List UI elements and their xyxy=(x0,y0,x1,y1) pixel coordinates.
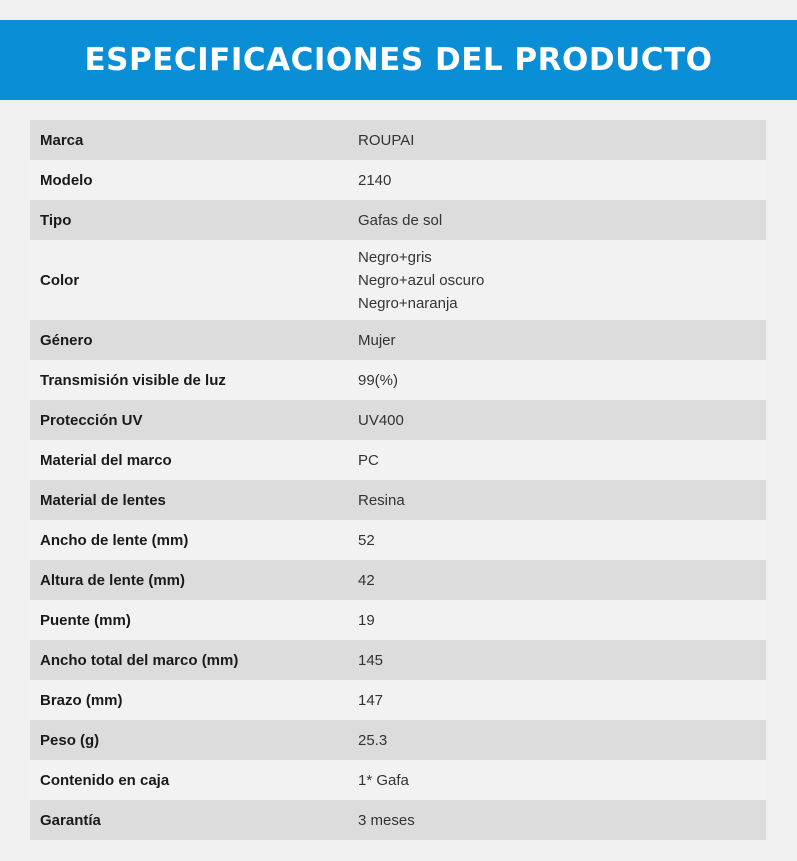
spec-value: ROUPAI xyxy=(358,131,415,149)
spec-row-puente xyxy=(30,600,766,640)
spec-row-transmision xyxy=(30,360,766,400)
spec-label: Brazo (mm) xyxy=(40,691,123,709)
spec-label: Protección UV xyxy=(40,411,143,429)
spec-title: ESPECIFICACIONES DEL PRODUCTO xyxy=(84,42,713,78)
spec-value: 52 xyxy=(358,531,375,549)
spec-value: 2140 xyxy=(358,171,392,189)
spec-value: Gafas de sol xyxy=(358,211,443,229)
spec-value: 3 meses xyxy=(358,811,415,829)
spec-value: 42 xyxy=(358,571,375,589)
spec-row-garantia xyxy=(30,800,766,840)
spec-label: Transmisión visible de luz xyxy=(40,371,226,389)
spec-row-material-marco xyxy=(30,440,766,480)
color-option: Negro+azul oscuro xyxy=(358,271,485,289)
spec-value: 99(%) xyxy=(358,371,399,389)
spec-label: Material de lentes xyxy=(40,491,166,509)
spec-row-peso xyxy=(30,720,766,760)
spec-row-proteccion-uv xyxy=(30,400,766,440)
spec-value: 145 xyxy=(358,651,384,669)
spec-label: Contenido en caja xyxy=(40,771,170,789)
spec-value: PC xyxy=(358,451,379,469)
spec-row-brazo xyxy=(30,680,766,720)
spec-row-color xyxy=(30,240,766,320)
spec-label: Ancho total del marco (mm) xyxy=(40,651,239,669)
spec-label: Modelo xyxy=(40,171,93,189)
spec-row-ancho-total xyxy=(30,640,766,680)
spec-label: Peso (g) xyxy=(40,731,100,749)
color-option: Negro+gris xyxy=(358,248,432,266)
color-option: Negro+naranja xyxy=(358,294,458,312)
spec-label: Marca xyxy=(40,131,84,149)
spec-value: Resina xyxy=(358,491,405,509)
spec-header xyxy=(0,20,797,100)
spec-value: 147 xyxy=(358,691,384,709)
spec-value: UV400 xyxy=(358,411,404,429)
spec-value-list xyxy=(358,246,766,315)
spec-value: 25.3 xyxy=(358,731,388,749)
spec-label: Puente (mm) xyxy=(40,611,131,629)
spec-value: 1* Gafa xyxy=(358,771,409,789)
spec-row-tipo xyxy=(30,200,766,240)
spec-row-contenido xyxy=(30,760,766,800)
spec-row-modelo xyxy=(30,160,766,200)
spec-row-marca xyxy=(30,120,766,160)
spec-value: Mujer xyxy=(358,331,396,349)
spec-row-material-lentes xyxy=(30,480,766,520)
spec-label: Color xyxy=(40,271,80,289)
spec-label: Ancho de lente (mm) xyxy=(40,531,189,549)
spec-label: Material del marco xyxy=(40,451,172,469)
spec-label: Género xyxy=(40,331,93,349)
spec-row-altura-lente xyxy=(30,560,766,600)
spec-label: Altura de lente (mm) xyxy=(40,571,186,589)
spec-value: 19 xyxy=(358,611,375,629)
spec-row-ancho-lente xyxy=(30,520,766,560)
spec-row-genero xyxy=(30,320,766,360)
spec-table xyxy=(30,120,766,840)
spec-label: Tipo xyxy=(40,211,72,229)
spec-label: Garantía xyxy=(40,811,101,829)
